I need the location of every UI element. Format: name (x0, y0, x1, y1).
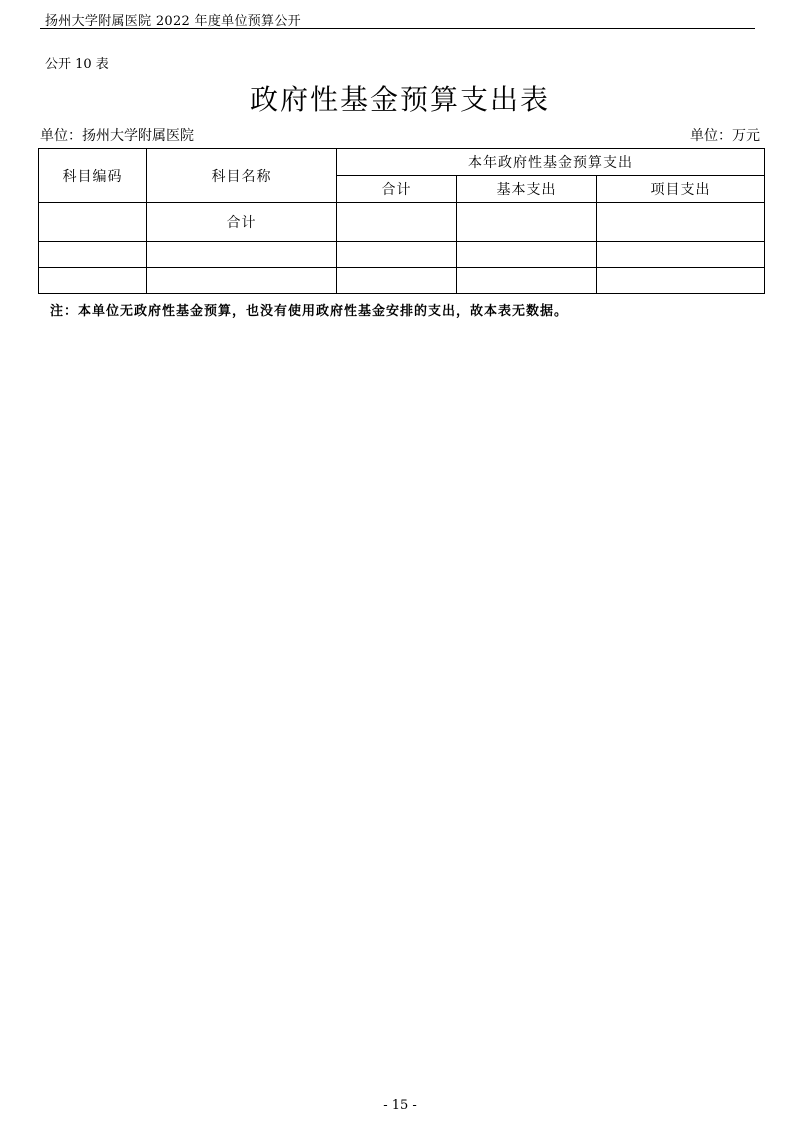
column-header-name: 科目名称 (147, 149, 337, 203)
cell-basic (457, 268, 597, 294)
table-row (39, 268, 765, 294)
cell-project (597, 268, 765, 294)
unit-label: 单位：扬州大学附属医院 (40, 128, 194, 144)
table-row (39, 242, 765, 268)
column-group-header: 本年政府性基金预算支出 (337, 149, 765, 176)
cell-code (39, 268, 147, 294)
cell-name (147, 268, 337, 294)
cell-basic (457, 203, 597, 242)
column-header-code: 科目编码 (39, 149, 147, 203)
cell-project (597, 242, 765, 268)
currency-label: 单位：万元 (690, 128, 760, 144)
cell-code (39, 242, 147, 268)
table-row (39, 203, 765, 242)
table-number: 公开 10 表 (45, 57, 109, 72)
cell-total (337, 268, 457, 294)
table-header-row (39, 149, 765, 176)
page-number: - 15 - (383, 1098, 417, 1113)
table-note: 注：本单位无政府性基金预算，也没有使用政府性基金安排的支出，故本表无数据。 (50, 304, 569, 319)
cell-total (337, 242, 457, 268)
page-title: 政府性基金预算支出表 (249, 83, 550, 116)
column-header-project: 项目支出 (597, 176, 765, 203)
cell-name (147, 242, 337, 268)
header-divider (40, 28, 755, 29)
cell-code (39, 203, 147, 242)
cell-name: 合计 (147, 203, 337, 242)
cell-basic (457, 242, 597, 268)
cell-project (597, 203, 765, 242)
cell-total (337, 203, 457, 242)
budget-table (38, 148, 765, 294)
column-header-total: 合计 (337, 176, 457, 203)
running-header: 扬州大学附属医院 2022 年度单位预算公开 (45, 14, 301, 29)
column-header-basic: 基本支出 (457, 176, 597, 203)
